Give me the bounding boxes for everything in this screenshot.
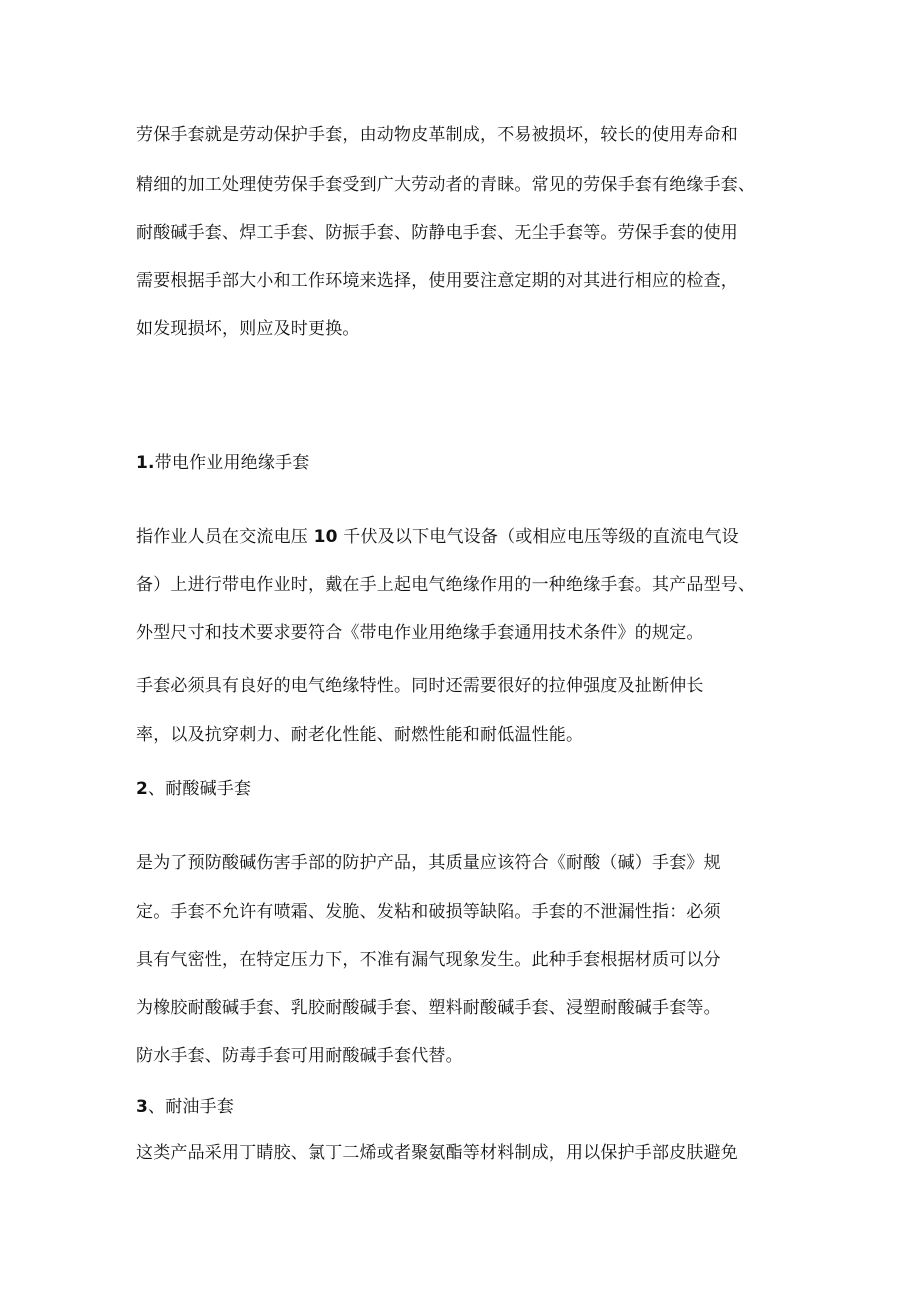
section-1-voltage-value: 10 <box>313 527 338 547</box>
section-1-heading <box>136 451 796 475</box>
intro-line-5: 如发现损坏，则应及时更换。 <box>136 319 360 339</box>
section-2-number: 2 <box>136 779 149 799</box>
section-2-line-2: 定。手套不允许有喷霜、发脆、发粘和破损等缺陷。手套的不泄漏性指：必须 <box>136 902 721 922</box>
section-1-number: 1. <box>136 453 155 473</box>
section-1-title: 带电作业用绝缘手套 <box>154 453 310 473</box>
section-2-line-5: 防水手套、防毒手套可用耐酸碱手套代替。 <box>136 1046 463 1066</box>
section-1-line-1-post: 千伏及以下电气设备（或相应电压等级的直流电气设 <box>337 527 739 547</box>
section-1-line-1-pre: 指作业人员在交流电压 <box>136 527 314 547</box>
section-3-line-1: 这类产品采用丁睛胶、氯丁二烯或者聚氨酯等材料制成，用以保护手部皮肤避免 <box>136 1143 738 1163</box>
intro-line-1: 劳保手套就是劳动保护手套，由动物皮革制成，不易被损坏，较长的使用寿命和 <box>136 125 738 145</box>
section-2-title: 、耐酸碱手套 <box>148 779 252 799</box>
section-1-line-4: 手套必须具有良好的电气绝缘特性。同时还需要很好的拉伸强度及扯断伸长 <box>136 676 704 696</box>
section-3-number: 3 <box>136 1097 149 1117</box>
section-2-line-4: 为橡胶耐酸碱手套、乳胶耐酸碱手套、塑料耐酸碱手套、浸塑耐酸碱手套等。 <box>136 998 721 1018</box>
section-1-line-1 <box>136 525 796 549</box>
intro-line-4: 需要根据手部大小和工作环境来选择，使用要注意定期的对其进行相应的检查， <box>136 271 738 291</box>
section-3-title: 、耐油手套 <box>148 1097 235 1117</box>
intro-line-3: 耐酸碱手套、焊工手套、防振手套、防静电手套、无尘手套等。劳保手套的使用 <box>136 223 738 243</box>
section-2-line-3: 具有气密性，在特定压力下，不准有漏气现象发生。此种手套根据材质可以分 <box>136 950 721 970</box>
intro-line-2: 精细的加工处理使劳保手套受到广大劳动者的青睐。常见的劳保手套有绝缘手套、 <box>136 175 756 195</box>
section-1-line-5: 率，以及抗穿刺力、耐老化性能、耐燃性能和耐低温性能。 <box>136 725 584 745</box>
section-2-heading <box>136 777 796 801</box>
section-1-line-2: 备）上进行带电作业时，戴在手上起电气绝缘作用的一种绝缘手套。其产品型号、 <box>136 575 756 595</box>
section-3-heading <box>136 1095 796 1119</box>
section-2-line-1: 是为了预防酸碱伤害手部的防护产品，其质量应该符合《耐酸（碱）手套》规 <box>136 853 721 873</box>
section-1-line-3: 外型尺寸和技术要求要符合《带电作业用绝缘手套通用技术条件》的规定。 <box>136 623 704 643</box>
